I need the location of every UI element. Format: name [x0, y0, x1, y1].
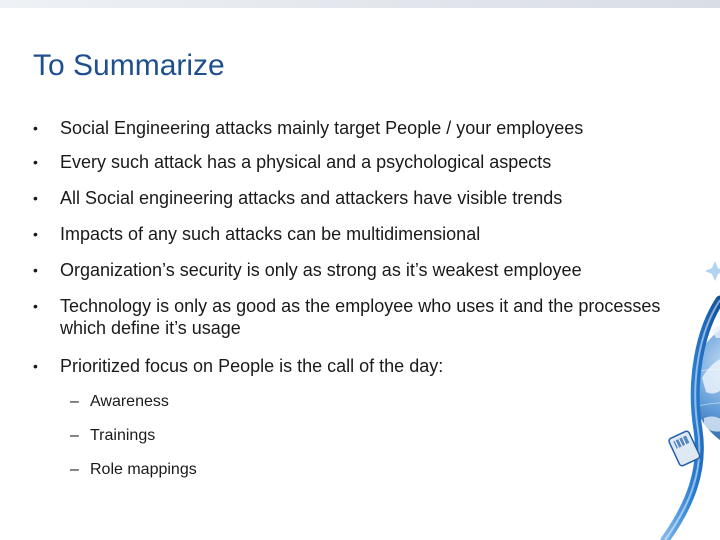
- bullet-dot: •: [33, 190, 38, 206]
- bullet-text: Impacts of any such attacks can be multidimensional: [60, 224, 481, 244]
- sub-bullet-text: Trainings: [90, 427, 156, 444]
- sub-bullet-text: Awareness: [90, 393, 169, 410]
- bullet-text: Social Engineering attacks mainly target People / your employees: [60, 118, 584, 138]
- bullet-text: Organization’s security is only as strong as it’s weakest employee: [60, 260, 582, 280]
- globe-continent: [704, 416, 720, 431]
- bullet-dot: •: [33, 298, 38, 314]
- bullet-text: Technology is only as good as the employee who uses it and the processes which define it’s usage: [60, 296, 661, 338]
- sub-bullet-text: Role mappings: [90, 461, 197, 478]
- bullet-dot: •: [33, 226, 38, 242]
- bullet-text: Every such attack has a physical and a psychological aspects: [60, 152, 552, 172]
- sparkle-icon: [705, 261, 720, 281]
- sub-bullet-dash: –: [70, 427, 79, 444]
- bullet-text: All Social engineering attacks and attackers have visible trends: [60, 188, 563, 208]
- bullet-dot: •: [33, 120, 38, 136]
- bullet-dot: •: [33, 262, 38, 278]
- bullet-dot: •: [33, 154, 38, 170]
- bullet-dot: •: [33, 358, 38, 374]
- sub-bullet-dash: –: [70, 393, 79, 410]
- sub-bullet-dash: –: [70, 461, 79, 478]
- slide-title: To Summarize: [33, 49, 225, 82]
- bullet-text: Prioritized focus on People is the call of the day:: [60, 356, 444, 376]
